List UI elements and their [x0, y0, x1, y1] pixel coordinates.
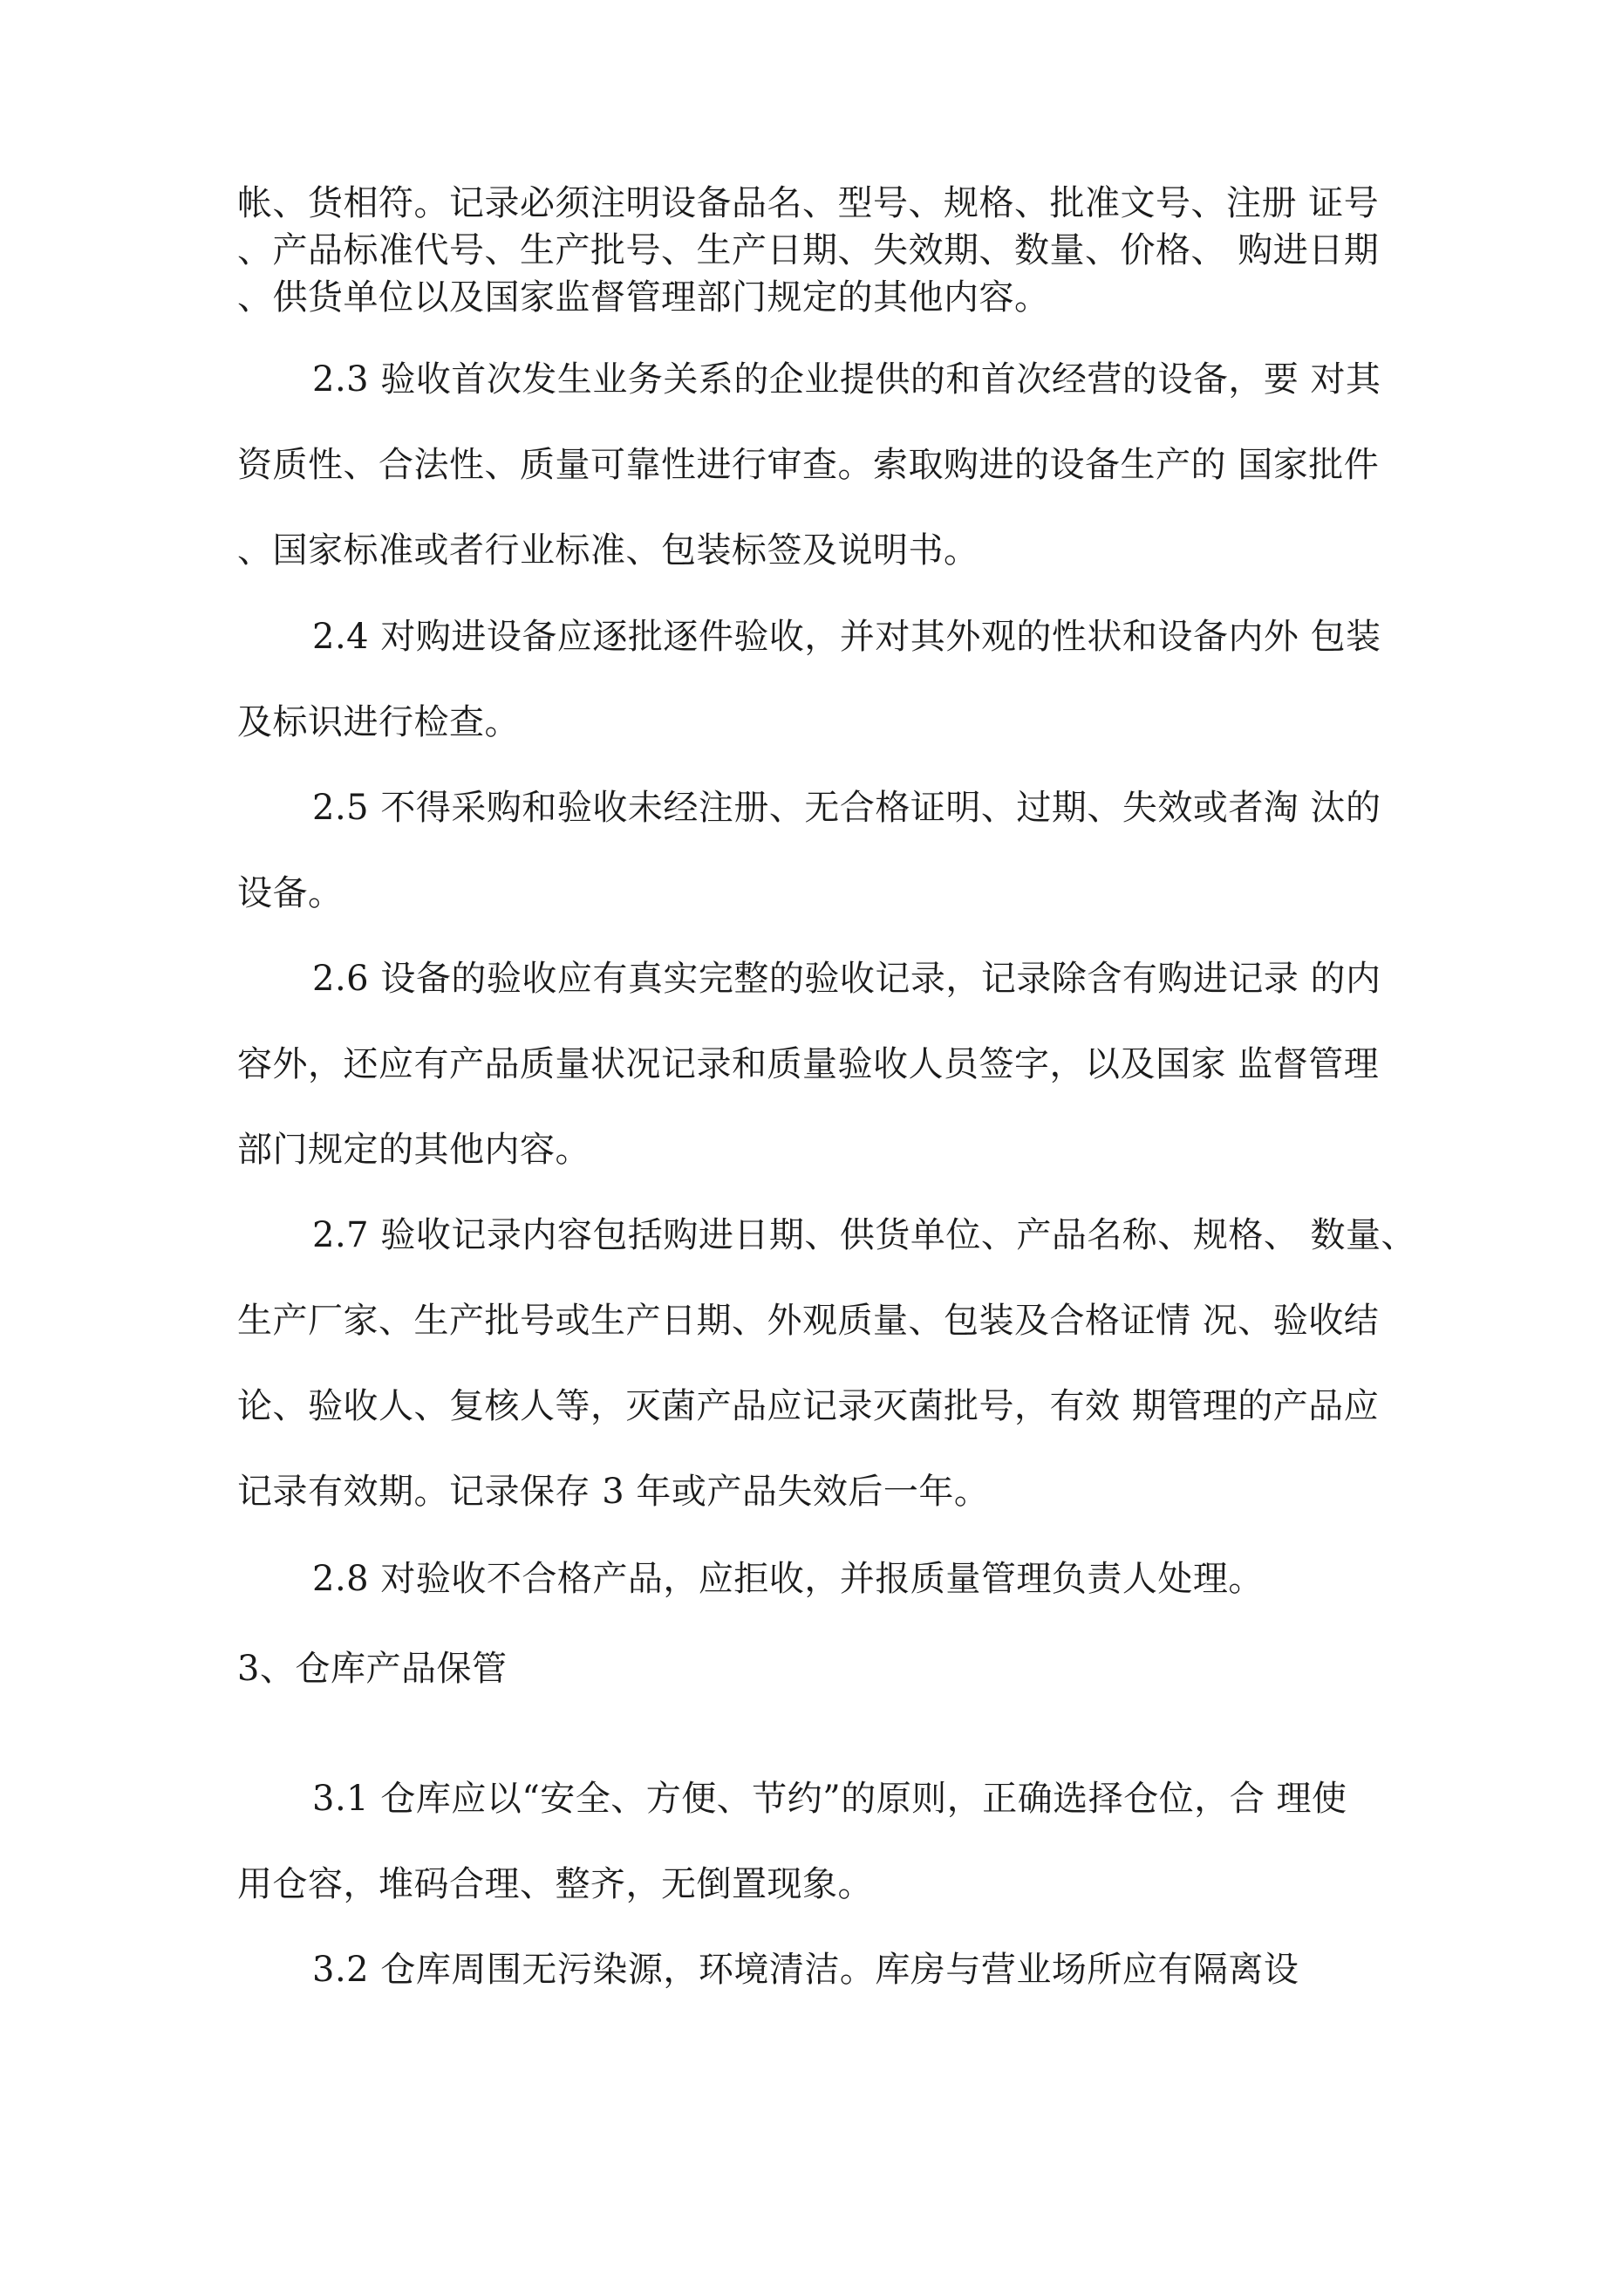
body-text-line: 容外，还应有产品质量状况记录和质量验收人员签字，以及国家 监督管理 [237, 1044, 1380, 1084]
section-heading: 3、仓库产品保管 [237, 1649, 508, 1689]
body-text-line: 及标识进行检查。 [237, 702, 520, 742]
section-paragraph-start: 2.8 对验收不合格产品，应拒收，并报质量管理负责人处理。 [312, 1559, 1264, 1599]
body-text-line: 、产品标准代号、生产批号、生产日期、失效期、数量、价格、 购进日期 [237, 230, 1380, 270]
body-text-line: 帐、货相符。记录必须注明设备品名、型号、规格、批准文号、注册 证号 [237, 183, 1380, 223]
body-text-line: 、供货单位以及国家监督管理部门规定的其他内容。 [237, 277, 1050, 318]
body-text-line: 论、验收人、复核人等，灭菌产品应记录灭菌批号，有效 期管理的产品应 [237, 1386, 1380, 1426]
section-paragraph-start: 3.1 仓库应以“安全、方便、节约”的原则，正确选择仓位，合 理使 [312, 1779, 1347, 1819]
body-text-line: 生产厂家、生产批号或生产日期、外观质量、包装及合格证情 况、验收结 [237, 1301, 1380, 1341]
body-text-line: 部门规定的其他内容。 [237, 1130, 590, 1170]
section-paragraph-start: 2.7 验收记录内容包括购进日期、供货单位、产品名称、规格、 数量、 [312, 1215, 1417, 1255]
body-text-line: 设备。 [237, 873, 344, 913]
body-text-line: 用仓容，堆码合理、整齐，无倒置现象。 [237, 1864, 873, 1904]
body-text-line: 资质性、合法性、质量可靠性进行审查。索取购进的设备生产的 国家批件 [237, 445, 1380, 485]
section-paragraph-start: 2.3 验收首次发生业务关系的企业提供的和首次经营的设备，要 对其 [312, 359, 1381, 400]
section-paragraph-start: 2.4 对购进设备应逐批逐件验收，并对其外观的性状和设备内外 包装 [312, 617, 1381, 657]
section-paragraph-start: 3.2 仓库周围无污染源，环境清洁。库房与营业场所应有隔离设 [312, 1950, 1299, 1990]
body-text-line: 记录有效期。记录保存 3 年或产品失效后一年。 [237, 1472, 990, 1512]
section-paragraph-start: 2.6 设备的验收应有真实完整的验收记录，记录除含有购进记录 的内 [312, 959, 1381, 999]
body-text-line: 、国家标准或者行业标准、包装标签及说明书。 [237, 530, 979, 571]
section-paragraph-start: 2.5 不得采购和验收未经注册、无合格证明、过期、失效或者淘 汰的 [312, 788, 1381, 828]
